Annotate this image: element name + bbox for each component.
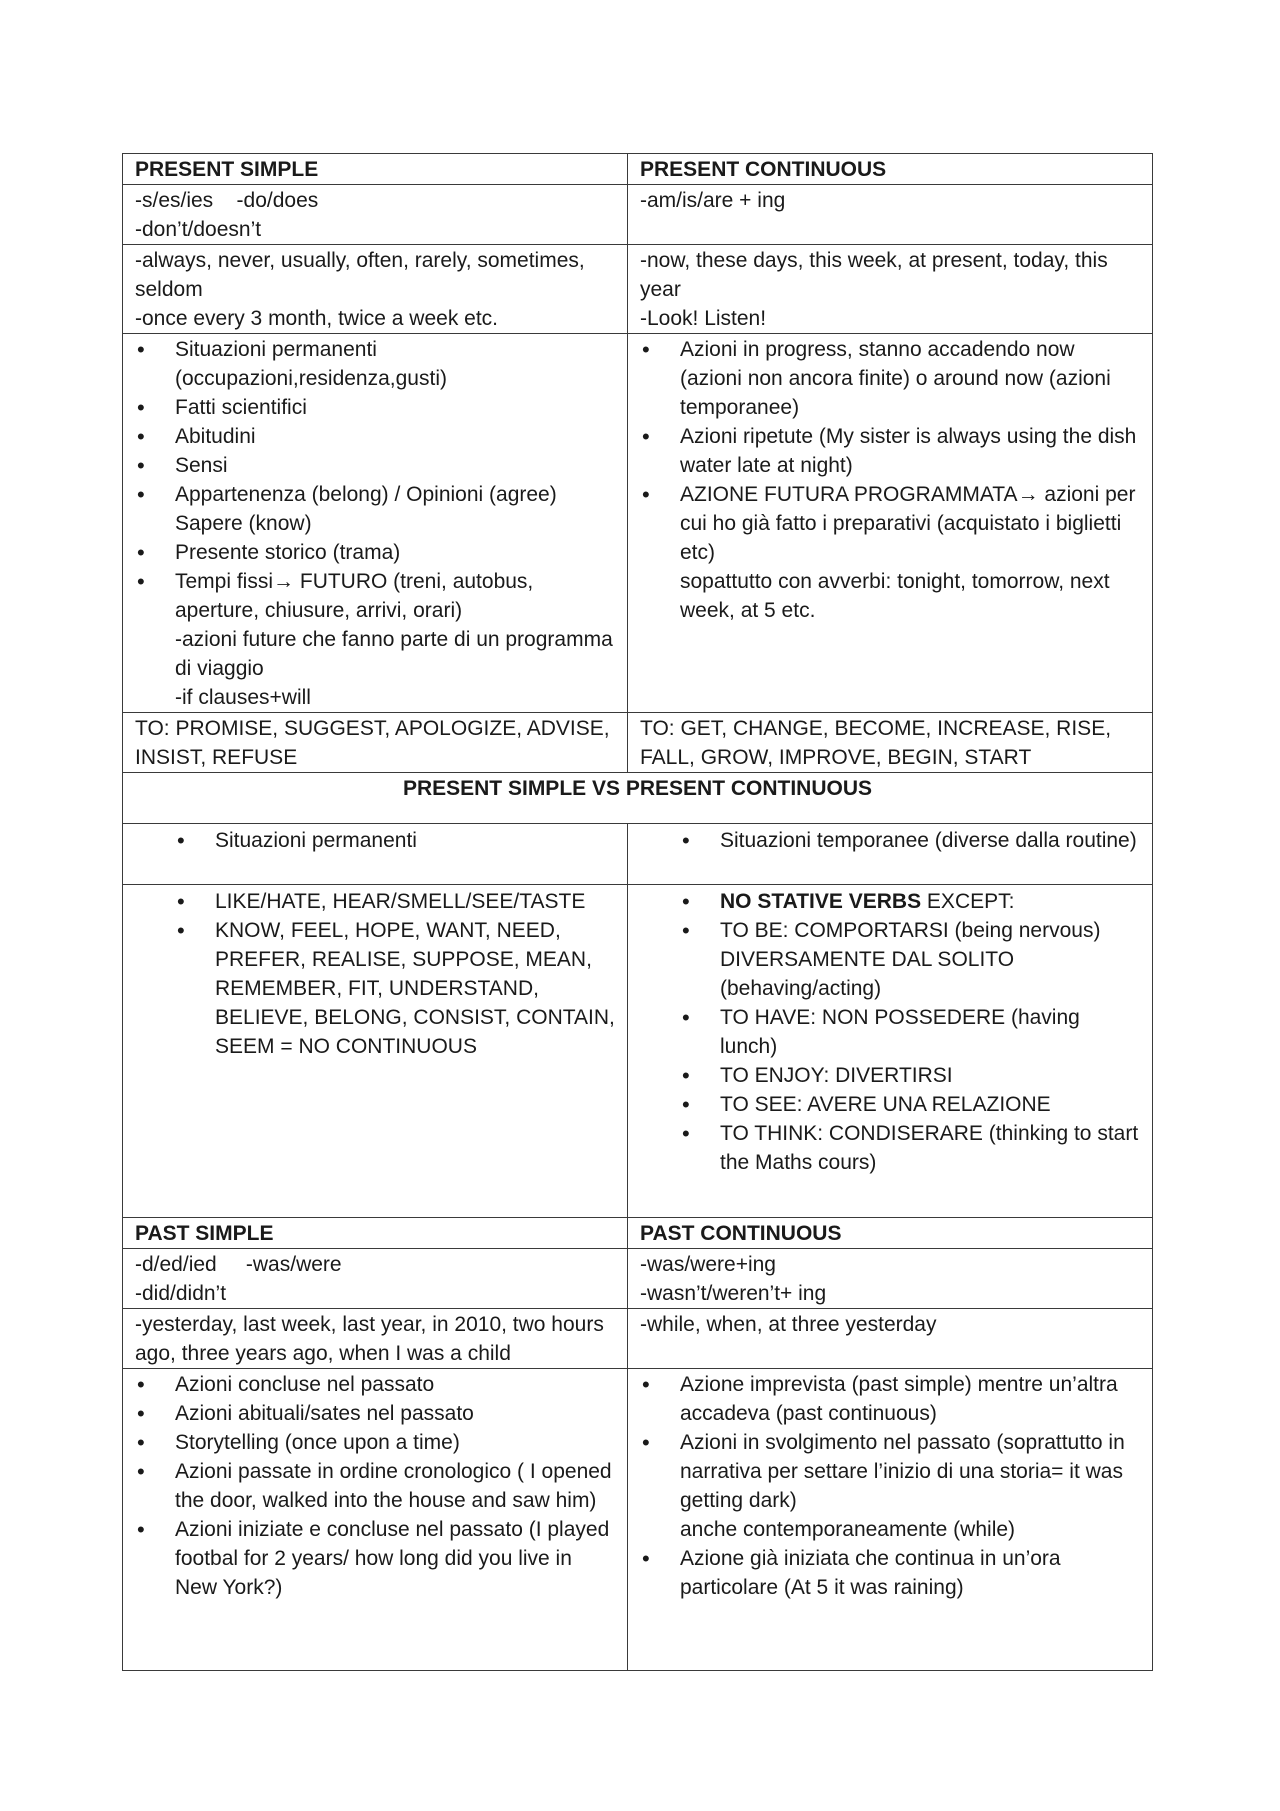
bullet-list — [640, 335, 1140, 625]
arrow-right-icon: → — [1017, 483, 1039, 506]
list-item: • TO THINK: CONDISERARE (thinking to start the Maths cours) — [680, 1119, 1140, 1177]
stative-heading: NO STATIVE VERBS — [720, 890, 922, 913]
form-line: -was/were+ing — [640, 1253, 776, 1276]
bullet-list — [640, 1370, 1140, 1602]
past-header-row — [123, 1218, 1153, 1249]
present-simple-adverbs — [123, 245, 628, 334]
list-item: • TO ENJOY: DIVERTIRSI — [680, 1061, 1140, 1090]
stative-heading-rest: EXCEPT: — [921, 890, 1015, 913]
comparison-title-row — [123, 773, 1153, 824]
bullet-list — [135, 887, 615, 1061]
futuro-extra-line: -azioni future che fanno parte di un programma di viaggio — [175, 628, 613, 680]
use-extra-line: anche contemporaneamente (while) — [680, 1518, 1016, 1541]
bullet-list — [640, 826, 1140, 855]
futuro-extra-line: -if clauses+will — [175, 686, 311, 709]
list-item: • LIKE/HATE, HEAR/SMELL/SEE/TASTE — [175, 887, 615, 916]
adverb-line: -always, never, usually, often, rarely, sometimes, seldom — [135, 249, 585, 301]
bullet-list — [640, 887, 1140, 1177]
list-item: • Azione imprevista (past simple) mentre un’altra accadeva (past continuous) — [640, 1370, 1140, 1428]
list-item: • TO HAVE: NON POSSEDERE (having lunch) — [680, 1003, 1140, 1061]
past-forms-row — [123, 1249, 1153, 1309]
present-continuous-verbs: TO: GET, CHANGE, BECOME, INCREASE, RISE, FALL, GROW, IMPROVE, BEGIN, START — [628, 713, 1153, 773]
list-item: • Azioni passate in ordine cronologico ( I opened the door, walked into the house and saw him) — [135, 1457, 615, 1515]
list-item — [640, 1428, 1140, 1544]
present-simple-verbs: TO: PROMISE, SUGGEST, APOLOGIZE, ADVISE, INSIST, REFUSE — [123, 713, 628, 773]
list-item: • TO BE: COMPORTARSI (being nervous) DIVERSAMENTE DAL SOLITO (behaving/acting) — [680, 916, 1140, 1003]
futuro-label: Tempi fissi — [175, 570, 274, 593]
present-verbs-row — [123, 713, 1153, 773]
form-line: -don’t/doesn’t — [135, 218, 262, 241]
past-simple-title: PAST SIMPLE — [123, 1218, 628, 1249]
list-item: • Azioni iniziate e concluse nel passato (I played footbal for 2 years/ how long did you live in New York?) — [135, 1515, 615, 1602]
form-line: -did/didn’t — [135, 1282, 227, 1305]
list-item: • Fatti scientifici — [135, 393, 615, 422]
list-item: • Azioni ripetute (My sister is always using the dish water late at night) — [640, 422, 1140, 480]
present-simple-uses — [123, 334, 628, 713]
present-continuous-uses — [628, 334, 1153, 713]
past-continuous-uses — [628, 1369, 1153, 1671]
past-continuous-adverbs: -while, when, at three yesterday — [628, 1309, 1153, 1369]
comparison-right-situation — [628, 824, 1153, 885]
adverb-line: -once every 3 month, twice a week etc. — [135, 307, 498, 330]
list-item: • KNOW, FEEL, HOPE, WANT, NEED, PREFER, REALISE, SUPPOSE, MEAN, REMEMBER, FIT, UNDERSTAND, BELIEVE, BELONG, CONSIST, CONTAIN, SEEM = NO CONTINUOUS — [175, 916, 615, 1061]
present-simple-title: PRESENT SIMPLE — [123, 154, 628, 185]
past-uses-row — [123, 1369, 1153, 1671]
list-item: • Situazioni permanenti (occupazioni,residenza,gusti) — [135, 335, 615, 393]
list-item: • Abitudini — [135, 422, 615, 451]
present-simple-forms — [123, 185, 628, 245]
past-simple-adverbs: -yesterday, last week, last year, in 2010, two hours ago, three years ago, when I was a child — [123, 1309, 628, 1369]
list-item: • Azioni in progress, stanno accadendo now (azioni non ancora finite) o around now (azioni temporanee) — [640, 335, 1140, 422]
bullet-list — [135, 1370, 615, 1602]
form-line: -wasn’t/weren’t+ ing — [640, 1282, 827, 1305]
bullet-list — [135, 335, 615, 712]
future-text: azioni per cui ho già fatto i preparativi (acquistato i biglietti etc) — [680, 483, 1136, 564]
list-item: • Azioni concluse nel passato — [135, 1370, 615, 1399]
adverb-line: -now, these days, this week, at present, today, this year — [640, 249, 1108, 301]
form-line: -s/es/ies -do/does — [135, 189, 319, 212]
list-item: • Appartenenza (belong) / Opinioni (agree) Sapere (know) — [135, 480, 615, 538]
future-label: AZIONE FUTURA PROGRAMMATA — [680, 483, 1018, 506]
comparison-situations-row — [123, 824, 1153, 885]
list-item: • Azioni abituali/sates nel passato — [135, 1399, 615, 1428]
list-item: • Situazioni permanenti — [175, 826, 615, 855]
comparison-left-situation — [123, 824, 628, 885]
past-adverbs-row — [123, 1309, 1153, 1369]
arrow-right-icon: → — [273, 570, 295, 593]
list-item: • Situazioni temporanee (diverse dalla routine) — [680, 826, 1140, 855]
present-continuous-adverbs — [628, 245, 1153, 334]
present-header-row — [123, 154, 1153, 185]
bullet-list — [135, 826, 615, 855]
past-simple-forms — [123, 1249, 628, 1309]
present-adverbs-row — [123, 245, 1153, 334]
grammar-table — [122, 153, 1153, 1671]
present-uses-row — [123, 334, 1153, 713]
list-item: • Presente storico (trama) — [135, 538, 615, 567]
list-item: • Azione già iniziata che continua in un’ora particolare (At 5 it was raining) — [640, 1544, 1140, 1602]
comparison-left-stative — [123, 885, 628, 1218]
future-extra-line: sopattutto con avverbi: tonight, tomorrow, next week, at 5 etc. — [680, 570, 1110, 622]
past-continuous-title: PAST CONTINUOUS — [628, 1218, 1153, 1249]
present-continuous-forms — [628, 185, 1153, 245]
form-line: -d/ed/ied -was/were — [135, 1253, 342, 1276]
comparison-right-stative — [628, 885, 1153, 1218]
adverb-line: -Look! Listen! — [640, 307, 767, 330]
form-line: -am/is/are + ing — [640, 189, 786, 212]
list-item: • Sensi — [135, 451, 615, 480]
list-item — [680, 887, 1140, 916]
use-text: Azioni in svolgimento nel passato (soprattutto in narrativa per settare l’inizio di una storia= it was getting dark) — [680, 1431, 1125, 1512]
list-item — [135, 567, 615, 712]
comparison-stative-row — [123, 885, 1153, 1218]
futuro-text: FUTURO (treni, autobus, aperture, chiusure, arrivi, orari) — [175, 570, 534, 622]
comparison-title: PRESENT SIMPLE VS PRESENT CONTINUOUS — [123, 773, 1153, 824]
past-continuous-forms — [628, 1249, 1153, 1309]
past-simple-uses — [123, 1369, 628, 1671]
present-continuous-title: PRESENT CONTINUOUS — [628, 154, 1153, 185]
list-item: • Storytelling (once upon a time) — [135, 1428, 615, 1457]
list-item — [640, 480, 1140, 625]
list-item: • TO SEE: AVERE UNA RELAZIONE — [680, 1090, 1140, 1119]
present-forms-row — [123, 185, 1153, 245]
